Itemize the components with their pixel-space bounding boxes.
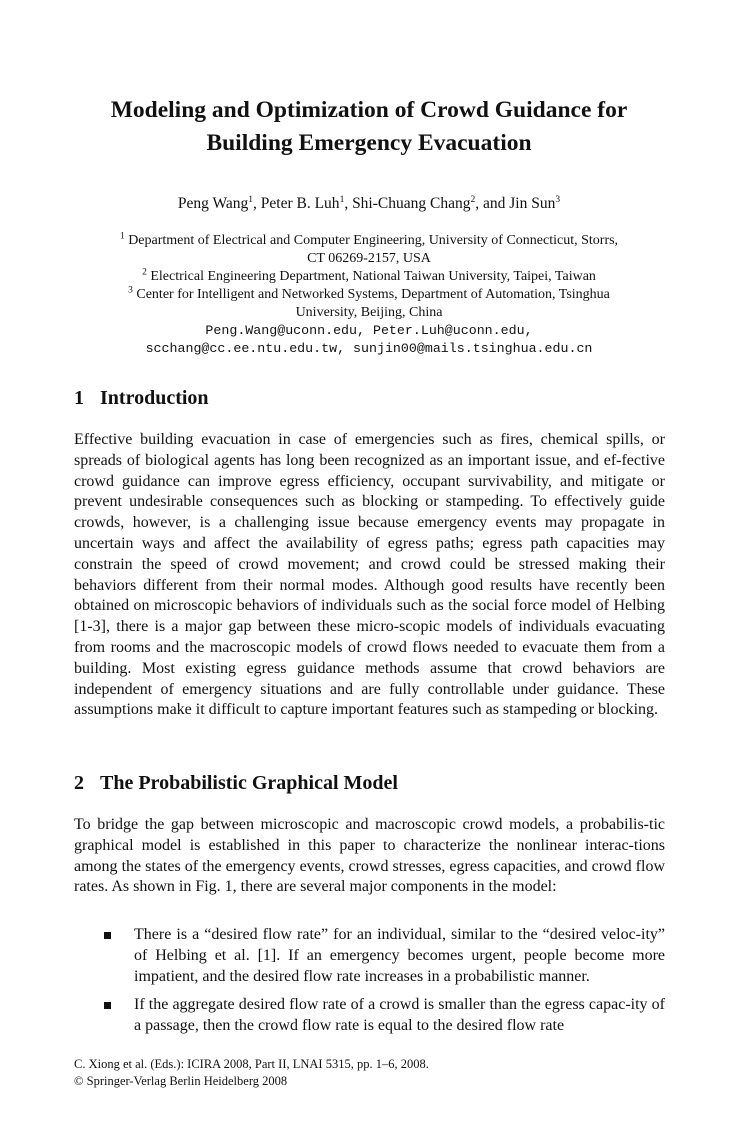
- model-paragraph: To bridge the gap between microscopic and macroscopic crowd models, a probabilis-tic graphical model is established in this paper to characterize the nonlinear interac-tions among the states of the emergency events, crowd stresses, egress capacities, and crowd flow rates. As shown in Fig. 1, there are several major components in the model:: [74, 816, 665, 896]
- list-item: [74, 995, 665, 1037]
- affiliation-mark: 3: [128, 285, 133, 296]
- list-item-text: There is a “desired flow rate” for an individual, similar to the “desired veloc-ity” of Helbing et al. [1]. If an emergency becomes urgent, people become more impatient, and the desired flow rate increases in a probabilistic manner.: [134, 926, 665, 985]
- affiliation-mark: 2: [142, 267, 147, 278]
- title-line-1: Modeling and Optimization of Crowd Guidance for: [110, 97, 628, 123]
- section-heading-model: [74, 770, 398, 796]
- author-name: Peng Wang: [177, 195, 249, 212]
- author-name: Jin Sun: [509, 195, 556, 212]
- affiliation-text: Center for Intelligent and Networked Systems, Department of Automation, Tsinghua: [136, 287, 610, 302]
- affiliation-mark: 1: [119, 231, 125, 242]
- affiliation-3-cont: University, Beijing, China: [295, 305, 443, 320]
- author-name: Shi-Chuang Chang: [352, 195, 471, 212]
- section-number: 1: [74, 387, 84, 409]
- list-item-text: If the aggregate desired flow rate of a crowd is smaller than the egress capac-ity of a passage, then the crowd flow rate is equal to the desired flow rate: [134, 996, 665, 1035]
- email-line-1: Peng.Wang@uconn.edu, Peter.Luh@uconn.edu,: [205, 323, 533, 338]
- affiliations-block: [40, 232, 698, 358]
- copyright-footer: [74, 1056, 429, 1090]
- section-title: Introduction: [100, 387, 209, 409]
- author-name: Peter B. Luh: [260, 195, 340, 212]
- author-list: Peng Wang$^1$, Peter B. Luh$^1$, Shi-Chuang Chang$^2$, and Jin Sun$^3$: [177, 194, 561, 212]
- author-affiliation-mark: 3: [555, 194, 561, 205]
- square-bullet-icon: [104, 1002, 111, 1009]
- affiliation-text: Department of Electrical and Computer Engineering, University of Connecticut, Storrs,: [128, 233, 619, 248]
- section-number: 2: [74, 772, 84, 794]
- introduction-paragraph: Effective building evacuation in case of emergencies such as fires, chemical spills, or spreads of biological agents has long been recognized as an important issue, and ef-fective crowd guidance can improve egress efficiency, occupant survivability, and mitigate or prevent undesirable consequences such as blocking or stampeding. To effectively guide crowds, however, is a challenging issue because emergency events may propagate in uncertain ways and affect the availability of egress paths; egress path capacities may constrain the speed of crowd movement; and crowd could be stressed making their behaviors different from their normal modes. Although good results have recently been obtained on microscopic behaviors of individuals such as the social force model of Helbing [1-3], there is a major gap between these micro-scopic models of individuals evacuating from rooms and the macroscopic models of crowd flows needed to evacuate them from a building. Most existing egress guidance methods assume that crowd behaviors are independent of emergency situations and are fully controllable under guidance. These assumptions make it difficult to capture important features such as stampeding or blocking.: [74, 431, 665, 719]
- affiliation-text: Electrical Engineering Department, National Taiwan University, Taipei, Taiwan: [150, 269, 596, 284]
- author-affiliation-mark: 1: [248, 194, 254, 205]
- section-heading-introduction: [74, 385, 209, 411]
- affiliation-2: [40, 268, 698, 286]
- list-item: [74, 925, 665, 987]
- author-affiliation-mark: 1: [339, 194, 345, 205]
- model-component-list: [74, 925, 665, 1045]
- author-affiliation-mark: 2: [470, 194, 476, 205]
- affiliation-3: [40, 286, 698, 304]
- affiliation-1: [40, 232, 698, 250]
- citation-line: C. Xiong et al. (Eds.): ICIRA 2008, Part II, LNAI 5315, pp. 1–6, 2008.: [74, 1057, 429, 1071]
- copyright-line: © Springer-Verlag Berlin Heidelberg 2008: [74, 1074, 288, 1088]
- affiliation-1-cont: CT 06269-2157, USA: [307, 251, 431, 266]
- email-line-2: scchang@cc.ee.ntu.edu.tw, sunjin00@mails.tsinghua.edu.cn: [145, 341, 593, 356]
- title-line-2: Building Emergency Evacuation: [206, 130, 532, 156]
- section-title: The Probabilistic Graphical Model: [100, 772, 398, 794]
- square-bullet-icon: [104, 932, 111, 939]
- paper-title: [40, 94, 698, 160]
